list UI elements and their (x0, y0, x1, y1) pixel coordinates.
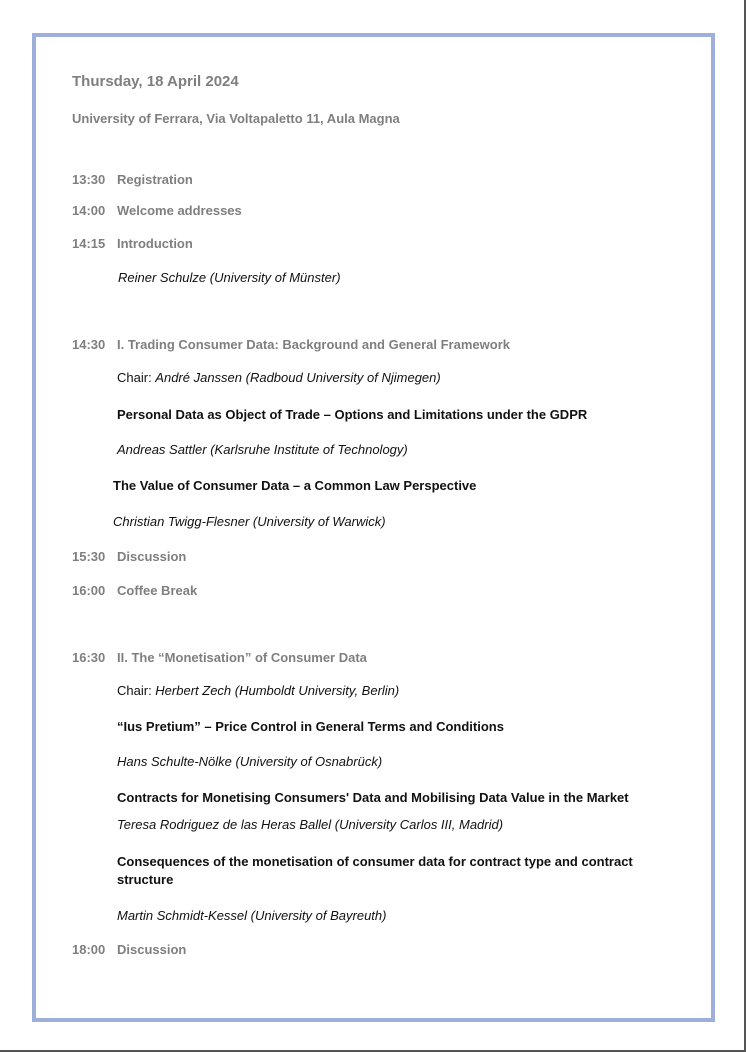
session1-chair (117, 370, 441, 386)
talk-speaker: Andreas Sattler (Karlsruhe Institute of Technology) (117, 442, 408, 457)
discussion2-time: 18:00 (72, 942, 106, 957)
welcome-time: 14:00 (72, 203, 106, 218)
talk-speaker: Teresa Rodriguez de las Heras Ballel (University Carlos III, Madrid) (117, 817, 504, 832)
talk-speaker: Christian Twigg-Flesner (University of Warwick) (113, 514, 386, 529)
chair-name: André Janssen (Radboud University of Njimegen) (155, 370, 441, 385)
discussion2-label: Discussion (117, 942, 187, 957)
introduction-speaker: Reiner Schulze (University of Münster) (118, 270, 341, 285)
session1-title: I. Trading Consumer Data: Background and General Framework (117, 337, 510, 352)
talk-title: Personal Data as Object of Trade – Options and Limitations under the GDPR (117, 407, 588, 422)
talk-speaker: Hans Schulte-Nölke (University of Osnabrück) (117, 754, 383, 769)
session2-chair (117, 683, 399, 699)
event-date: Thursday, 18 April 2024 (72, 73, 239, 90)
registration-label: Registration (117, 172, 193, 187)
chair-prefix: Chair: (117, 683, 156, 698)
introduction-label: Introduction (117, 236, 193, 251)
talk-title: Contracts for Monetising Consumers' Data and Mobilising Data Value in the Market (117, 790, 629, 805)
coffee-label: Coffee Break (117, 583, 198, 598)
talk-title: Consequences of the monetisation of consumer data for contract type and contract structure (117, 854, 633, 887)
session2-time: 16:30 (72, 650, 106, 665)
session1-time: 14:30 (72, 337, 106, 352)
welcome-label: Welcome addresses (117, 203, 242, 218)
event-venue: University of Ferrara, Via Voltapaletto 11, Aula Magna (72, 111, 400, 126)
discussion1-time: 15:30 (72, 549, 106, 564)
introduction-time: 14:15 (72, 236, 106, 251)
chair-prefix: Chair: (117, 370, 156, 385)
talk-speaker: Martin Schmidt-Kessel (University of Bayreuth) (117, 908, 387, 923)
chair-name: Herbert Zech (Humboldt University, Berlin) (155, 683, 400, 698)
discussion1-label: Discussion (117, 549, 187, 564)
session2-title: II. The “Monetisation” of Consumer Data (117, 650, 367, 665)
talk-title: “Ius Pretium” – Price Control in General Terms and Conditions (117, 719, 504, 734)
registration-time: 13:30 (72, 172, 106, 187)
talk-title: The Value of Consumer Data – a Common Law Perspective (113, 478, 477, 493)
coffee-time: 16:00 (72, 583, 106, 598)
